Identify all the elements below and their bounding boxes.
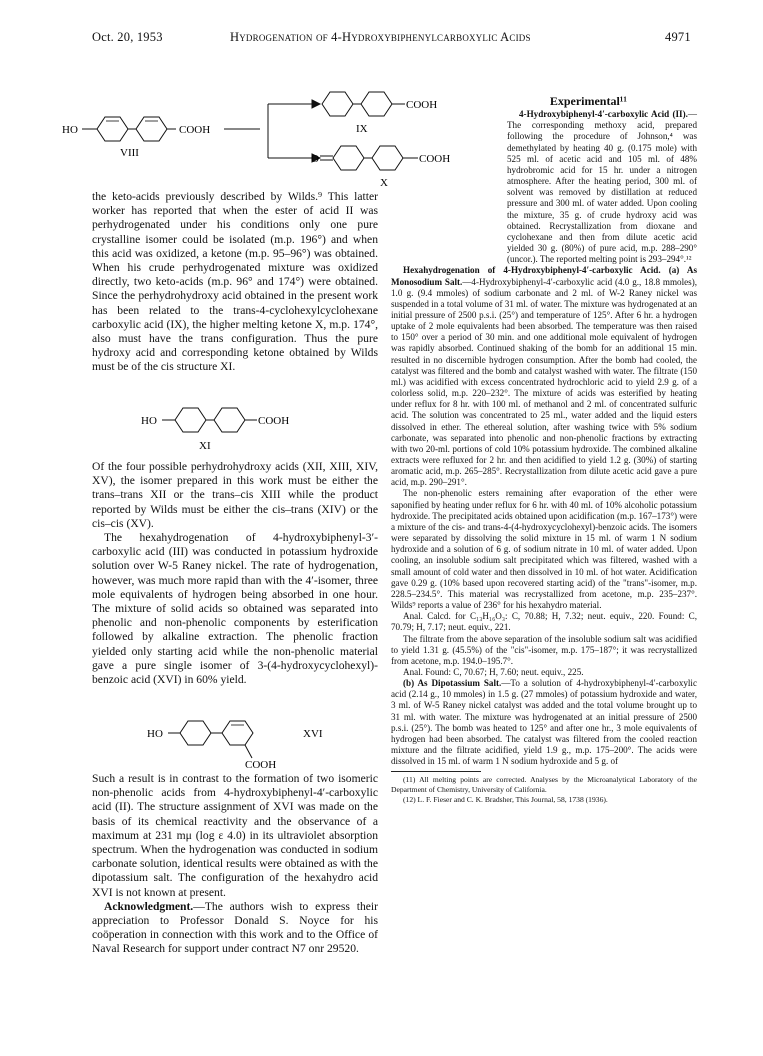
viii-cooh: COOH <box>179 124 211 136</box>
footnote-12: (12) L. F. Fieser and C. K. Bradsher, This Journal, 58, 1738 (1936). <box>403 794 608 804</box>
paragraph-isomers: Of the four possible perhydrohydroxy acids (XII, XIII, XIV, XV), the isomer prepared in this work must be either the trans–trans XII or the trans–cis XIII while the product reported by Wilds must be either the cis–trans (XIV) or the cis–cis (XV). <box>92 460 378 530</box>
xi-ho: HO <box>141 415 157 427</box>
acknowledgment-heading: Acknowledgment. <box>104 899 194 913</box>
paragraph-hexahydrogenation: The hexahydrogenation of 4-hydroxybiphenyl-3′-carboxylic acid (III) was conducted in potassium hydroxide solution over W-5 Raney nickel. The rate of hydrogenation, however, was much more rapid than with the 4′-isomer, three mole equivalents of hydrogen being absorbed in one hour. The mixture of solid acids so obtained was separated into phenolic and non-phenolic components by esterification followed by alkaline extraction. The phenolic fraction yielded only starting acid while the non-phenolic material gave a pure single isomer of 3-(4-hydroxycyclohexyl)-benzoic acid (XVI) in 60% yield. <box>92 531 378 687</box>
paragraph-analysis-1: Anal. Calcd. for C₁₃H₁₆O₃: C, 70.88; H, 7.32; neut. equiv., 220. Found: C, 70.79; H, 7.17; neut. equiv., 221. <box>391 611 697 633</box>
header-page-number: 4971 <box>665 30 691 44</box>
xi-label: XI <box>199 440 211 452</box>
paragraph-filtrate: The filtrate from the above separation of the insoluble sodium salt was acidified to yield 1.31 g. (45.5%) of the "cis"-isomer, m.p. 175–187°; it was recrystallized from acetone, m.p. 194.0–195.7°. <box>391 633 697 666</box>
left-column-bottom <box>92 772 378 957</box>
xvi-cooh: COOH <box>245 759 277 771</box>
acid-ii-heading: 4-Hydroxybiphenyl-4′-carboxylic Acid (II). <box>519 109 688 120</box>
footnote-11: (11) All melting points are corrected. Analyses by the Microanalytical Laboratory of the Department of Chemistry, University of California. <box>391 775 697 794</box>
paragraph-wilds: the keto-acids previously described by Wilds.⁹ This latter worker has reported that when the ester of acid II was perhydrogenated under his conditions only one pure crystalline isomer could be isolated (m.p. 196°) and when this acid was oxidized, a ketone (m.p. 95–96°) was obtained. When his crude perhydrogenated mixture was oxidized directly, two keto-acids (m.p. 96° and 174°) were obtained. Since the perhydrohydroxy acid obtained in the present work has been related to the trans-4-cyclohexylcyclohexane carboxylic acid (IX), the higher melting ketone X, m.p. 174°, also must have the trans configuration. Thus the pure hydroxy acid and corresponding ketone obtained by Wilds must be of the cis structure XI. <box>92 190 378 374</box>
dipotassium-heading: (b) As Dipotassium Salt. <box>403 678 502 689</box>
paragraph-analysis-2: Anal. Found: C, 70.67; H, 7.60; neut. equiv., 225. <box>403 666 584 677</box>
header-date: Oct. 20, 1953 <box>92 30 163 44</box>
dipotassium-body: —To a solution of 4-hydroxybiphenyl-4′-carboxylic acid (2.14 g., 10 mmoles) in 1.5 g. (27 mmoles) of potassium hydroxide and water, 3 ml. of W-5 Raney nickel catalyst was added and the total volume brought up to 31 ml. with water. The mixture was hydrogenated at an initial pressure of 2500 p.s.i. (25°). The bomb was heated to 125° and after one hr., 3 mole equivalents of hydrogen had been absorbed. The catalyst was filtered from the cooled reaction mixture and the filtrate acidified, yield 1.9 g., m.p. 175–200°. The acids were dissolved in 15 ml. of warm 1 N sodium hydroxide and 5 g. of <box>391 678 697 767</box>
xi-cooh: COOH <box>258 415 290 427</box>
viii-ho: HO <box>62 124 78 136</box>
x-cooh: COOH <box>419 153 451 165</box>
monosodium-body: —4-Hydroxybiphenyl-4′-carboxylic acid (4.0 g., 18.8 mmoles), 1.0 g. (9.4 mmoles) of sodium carbonate and 2 ml. of W-2 Raney nickel was suspended in a total volume of 31 ml. of water. The mixture was hydrogenated at an initial pressure of 2500 p.s.i. (25°) and temperature of 125°. After 6 hr. a hydrogen uptake of 2 mole equivalents had been absorbed. The temperature was then raised to 150° over a period of 30 min. and one additional mole equivalent of hydrogen was rapidly absorbed. Continued shaking of the bomb for an additional 15 min. resulted in no discernible hydrogen consumption. After the bomb had cooled, the catalyst was filtered and the bomb and catalyst washed with water. The filtrate (150 ml.) was acidified with excess concentrated hydrochloric acid to yield 2.9 g. of a colorless solid, m.p. 220–232°. The mixture of acids was esterified by heating under reflux for 8 hr. with 100 ml. of methanol and 2 ml. of concentrated sulfuric acid. The solution was concentrated to 25 ml., water added and the liquid esters dissolved in ether. The ethereal solution, after washing twice with 5% sodium carbonate, was separated into phenolic and non-phenolic fractions by extracting with two 20-ml. portions of cold 10% potassium hydroxide. The combined alkaline extracts were refluxed for 2 hr. and then acidified to yield 1.2 g. (30%) of starting aromatic acid, m.p. 265–285°. Recrystallization from dilute acetic acid gave a pure acid, m.p. 290–291°. <box>391 276 697 488</box>
paragraph-monosodium <box>391 265 697 488</box>
paragraph-dipotassium <box>391 678 697 767</box>
acknowledgment-body: —The authors wish to express their appreciation to Professor Donald S. Noyce for his coöperation in connection with this work and to the Office of Naval Research for support under contract N7 onr 29520. <box>92 899 378 956</box>
xvi-ho: HO <box>147 728 163 740</box>
x-label: X <box>380 177 388 189</box>
x-oxygen: O <box>311 153 319 165</box>
ix-label: IX <box>356 123 368 135</box>
experimental-heading: Experimental¹¹ <box>549 94 627 108</box>
monosodium-heading: Hexahydrogenation of 4-Hydroxybiphenyl-4′-carboxylic Acid. (a) As Monosodium Salt. <box>391 265 697 287</box>
xvi-label: XVI <box>303 728 323 740</box>
acid-ii-body: —The corresponding methoxy acid, prepared following the procedure of Johnson,⁴ was demethylated by heating 40 g. (0.175 mole) with 525 ml. of acetic acid and 105 ml. of 48% hydrobromic acid for 15 hr. under a nitrogen atmosphere. After the heating period, 300 ml. of solvent was removed by distillation at reduced pressure and 300 ml. of water added. Upon cooling the mixture, 35 g. of crude hydroxy acid was obtained. Recrystallization from dioxane and cyclohexane and then from dilute acetic acid yielded 30 g. (80%) of pure acid, m.p. 288–290° (uncor.). The reported melting point is 293–294°.¹² <box>507 109 697 265</box>
right-column <box>391 96 697 804</box>
ix-cooh: COOH <box>406 99 438 111</box>
viii-label: VIII <box>120 147 139 159</box>
header-title: Hydrogenation of 4-Hydroxybiphenylcarboxylic Acids <box>230 30 531 44</box>
paragraph-contrast: Such a result is in contrast to the formation of two isomeric non-phenolic acids from 4-hydroxybiphenyl-4′-carboxylic acid (II). The structure assignment of XVI was made on the basis of its chemical reactivity and the observance of a maximum at 231 mμ (log ε 4.0) in its ultraviolet absorption spectrum. When the hydrogenation was conducted in sodium carbonate solution, identical results were obtained as with the dipotassium salt. The configuration of the hexahydro acid XVI is not known at present. <box>92 772 378 899</box>
footnote-rule <box>391 771 481 772</box>
paragraph-acknowledgment <box>92 900 378 957</box>
paragraph-non-phenolic: The non-phenolic esters remaining after evaporation of the ether were saponified by heating under reflux for 6 hr. with 40 ml. of 10% alcoholic potassium hydroxide. The precipitated acids obtained upon acidification (m.p. 167–173°) were a mixture of the cis- and trans-4-(4-hydroxycyclohexyl)-benzoic acids. The isomers were separated by dissolving the solid mixture in 15 ml. of warm 1 N sodium hydroxide and a solution of 6 g. of sodium nitrate in 10 ml. of water added. Upon cooling, an insoluble sodium salt precipitated which was filtered, washed with a small amount of cold water and then dissolved in 10 ml. of hot water. Acidification gave 0.29 g. (10% based upon recovered starting acid) of the "trans"-isomer, m.p. 228.5–234.5°. This material was recrystallized from acetone, m.p. 235–237°. Wilds⁹ reports a value of 236° for his hexahydro material. <box>391 488 697 611</box>
paragraph-acid-ii <box>507 109 697 265</box>
